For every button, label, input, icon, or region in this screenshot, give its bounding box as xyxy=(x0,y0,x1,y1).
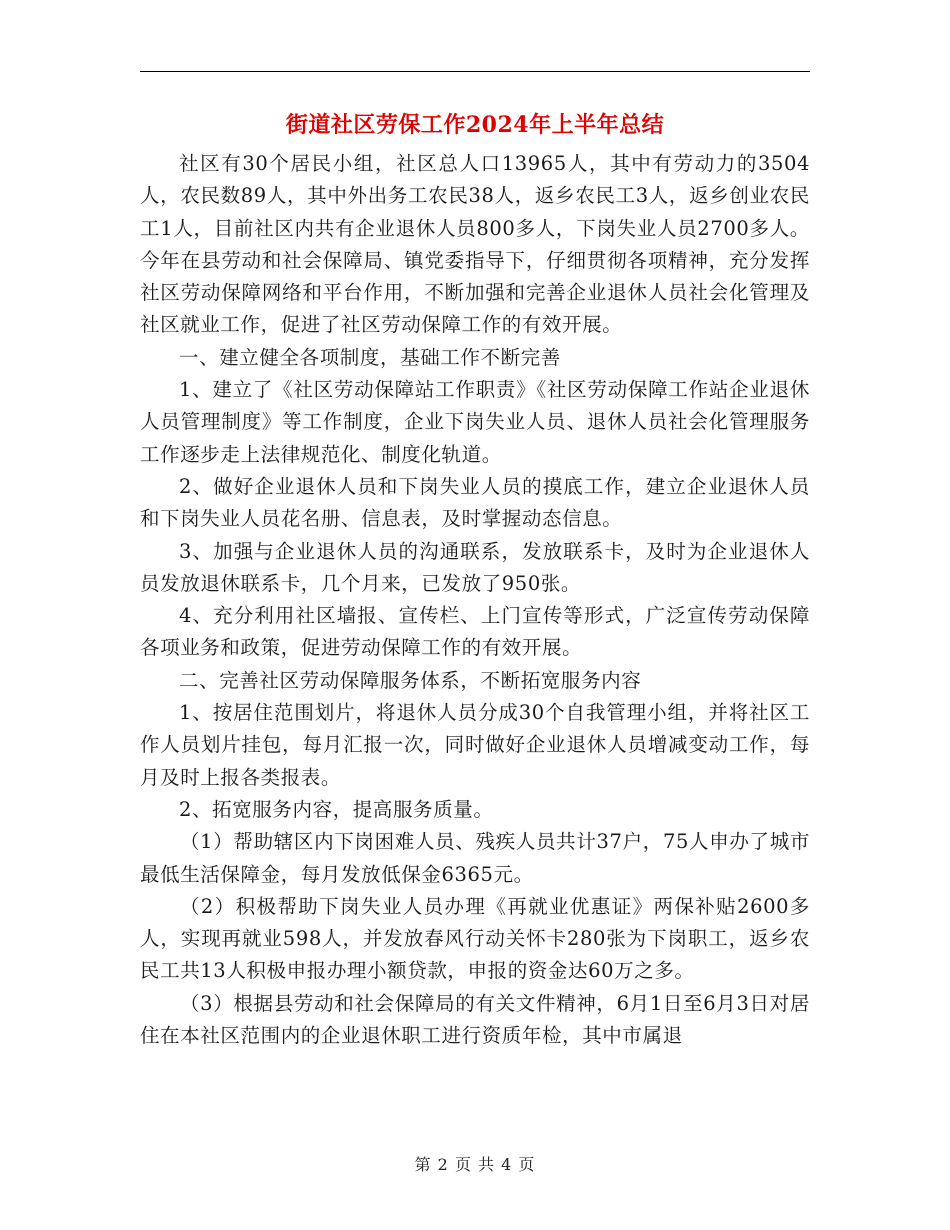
section-heading-2: 二、完善社区劳动保障服务体系，不断拓宽服务内容 xyxy=(179,668,642,692)
paragraph-item: 2、拓宽服务内容，提高服务质量。 xyxy=(179,797,494,821)
paragraph-intro: 社区有30个居民小组，社区总人口13965人，其中有劳动力的3504人，农民数89人，其中外出务工农民38人，返乡农民工3人，返乡创业农民工1人，目前社区内共有企业退休人员800多人，下岗失业人员2700多人。今年在县劳动和社会保障局、镇党委指导下，仔细贯彻各项精神，充分发挥社区劳动保障网络和平台作用，不断加强和完善企业退休人员社会化管理及社区就业工作，促进了社区劳动保障工作的有效开展。 xyxy=(140,152,810,337)
paragraph-subitem: （3）根据县劳动和社会保障局的有关文件精神，6月1日至6月3日对居住在本社区范围内的企业退休职工进行资质年检，其中市属退 xyxy=(140,991,810,1048)
paragraph-item: 3、加强与企业退休人员的沟通联系，发放联系卡，及时为企业退休人员发放退休联系卡，几个月来，已发放了950张。 xyxy=(140,539,810,595)
paragraph-item: 2、做好企业退休人员和下岗失业人员的摸底工作，建立企业退休人员和下岗失业人员花名册、信息表，及时掌握动态信息。 xyxy=(140,474,810,531)
page-number: 第 2 页 共 4 页 xyxy=(414,1155,536,1174)
document-title: 街道社区劳保工作2024年上半年总结 xyxy=(285,112,665,138)
document-body xyxy=(140,148,810,1052)
paragraph-subitem: （2）积极帮助下岗失业人员办理《再就业优惠证》两保补贴2600多人，实现再就业598人，并发放春风行动关怀卡280张为下岗职工，返乡农民工共13人积极申报办理小额贷款，申报的资金达60万之多。 xyxy=(140,894,810,983)
paragraph-item: 1、建立了《社区劳动保障站工作职责》《社区劳动保障工作站企业退休人员管理制度》等工作制度，企业下岗失业人员、退休人员社会化管理服务工作逐步走上法律规范化、制度化轨道。 xyxy=(140,378,810,466)
header-rule xyxy=(140,71,810,72)
paragraph-item: 4、充分利用社区墙报、宣传栏、上门宣传等形式，广泛宣传劳动保障各项业务和政策，促进劳动保障工作的有效开展。 xyxy=(140,604,810,660)
paragraph-item: 1、按居住范围划片，将退休人员分成30个自我管理小组，并将社区工作人员划片挂包，每月汇报一次，同时做好企业退休人员增减变动工作，每月及时上报各类报表。 xyxy=(140,701,810,789)
paragraph-subitem: （1）帮助辖区内下岗困难人员、残疾人员共计37户，75人申办了城市最低生活保障金，每月发放低保金6365元。 xyxy=(140,830,810,886)
section-heading-1: 一、建立健全各项制度，基础工作不断完善 xyxy=(179,345,561,369)
